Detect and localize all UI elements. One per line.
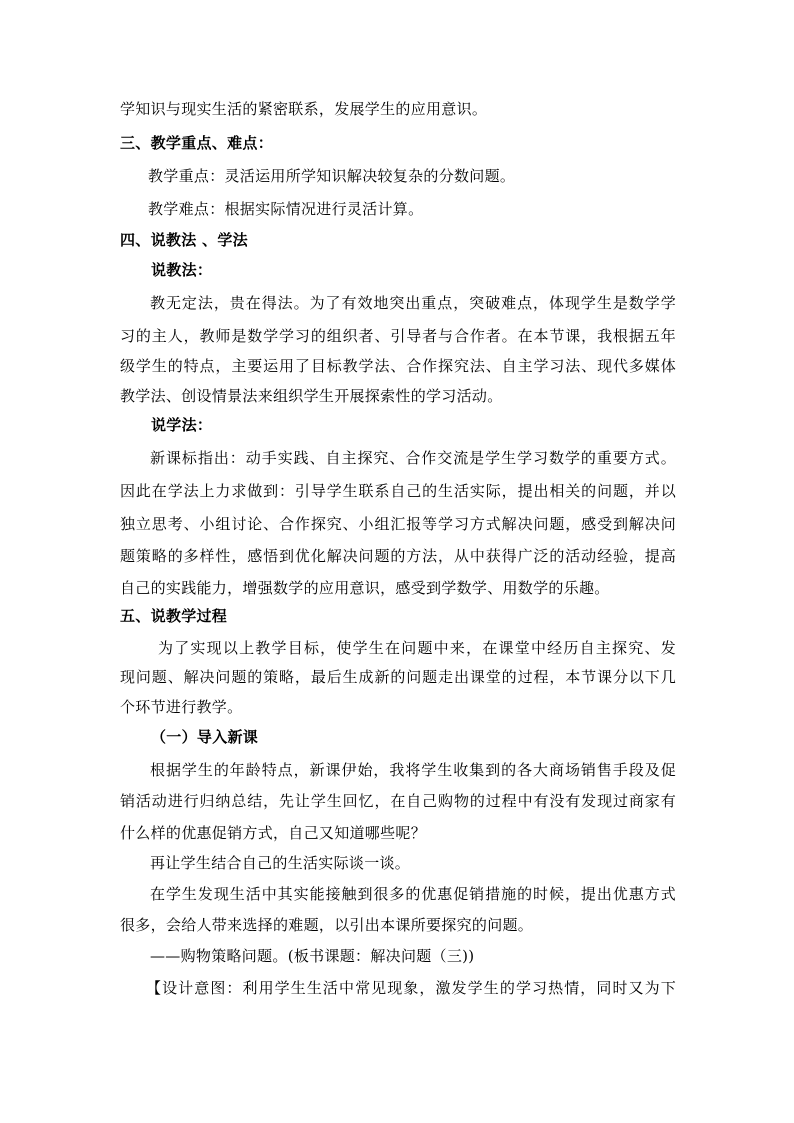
- body-text-line: ——购物策略问题。(板书课题：解决问题（三)): [150, 947, 475, 965]
- body-text-line: 自己的实践能力，增强数学的应用意识，感受到学数学、用数学的乐趣。: [120, 579, 610, 597]
- body-text-line: 现问题、解决问题的策略，最后生成新的问题走出课堂的过程，本节课分以下几: [120, 668, 676, 686]
- body-text-line: 教学重点：灵活运用所学知识解决较复杂的分数问题。: [148, 167, 516, 185]
- body-text-line: 根据学生的年龄特点，新课伊始，我将学生收集到的各大商场销售手段及促: [150, 761, 676, 779]
- body-text-line: 教无定法，贵在得法。为了有效地突出重点，突破难点，体现学生是数学学: [150, 294, 676, 312]
- body-text-line: 什么样的优惠促销方式，自己又知道哪些呢？: [120, 824, 427, 842]
- body-text-line: 再让学生结合自己的生活实际谈一谈。: [150, 854, 411, 872]
- body-text-line: 在学生发现生活中其实能接触到很多的优惠促销措施的时候，提出优惠方式: [150, 885, 676, 903]
- body-text-line: 很多，会给人带来选择的难题，以引出本课所要探究的问题。: [120, 916, 534, 934]
- body-text-line: 学知识与现实生活的紧密联系，发展学生的应用意识。: [120, 100, 488, 118]
- body-text-line: 个环节进行教学。: [120, 698, 243, 716]
- body-text-line: 教学难点：根据实际情况进行灵活计算。: [148, 200, 424, 218]
- design-intent-line: 【设计意图：利用学生生活中常见现象，激发学生的学习热情，同时又为下: [146, 979, 676, 997]
- subheading-teaching-method: 说教法：: [151, 261, 213, 279]
- body-text-line: 独立思考、小组讨论、合作探究、小组汇报等学习方式解决问题，感受到解决问: [120, 515, 676, 533]
- body-text-line: 题策略的多样性，感悟到优化解决问题的方法，从中获得广泛的活动经验，提高: [120, 547, 676, 565]
- subheading-introduction: （一）导入新课: [151, 728, 259, 746]
- subheading-learning-method: 说学法：: [151, 416, 213, 434]
- section-heading-key-points: 三、教学重点、难点：: [120, 134, 274, 152]
- body-text-line: 级学生的特点，主要运用了目标教学法、合作探究法、自主学习法、现代多媒体: [120, 357, 676, 375]
- section-heading-methods: 四、说教法 、学法: [120, 231, 248, 249]
- body-text-line: 习的主人，教师是数学学习的组织者、引导者与合作者。在本节课，我根据五年: [120, 327, 676, 345]
- body-text-line: 销活动进行归纳总结，先让学生回忆，在自己购物的过程中有没有发现过商家有: [120, 792, 676, 810]
- body-text-line: 新课标指出：动手实践、自主探究、合作交流是学生学习数学的重要方式。: [150, 449, 676, 467]
- body-text-line: 教学法、创设情景法来组织学生开展探索性的学习活动。: [120, 387, 503, 405]
- body-text-line: 因此在学法上力求做到：引导学生联系自己的生活实际，提出相关的问题，并以: [120, 482, 676, 500]
- body-text-line: 为了实现以上教学目标，使学生在问题中来，在课堂中经历自主探究、发: [158, 639, 676, 657]
- section-heading-process: 五、说教学过程: [120, 607, 228, 625]
